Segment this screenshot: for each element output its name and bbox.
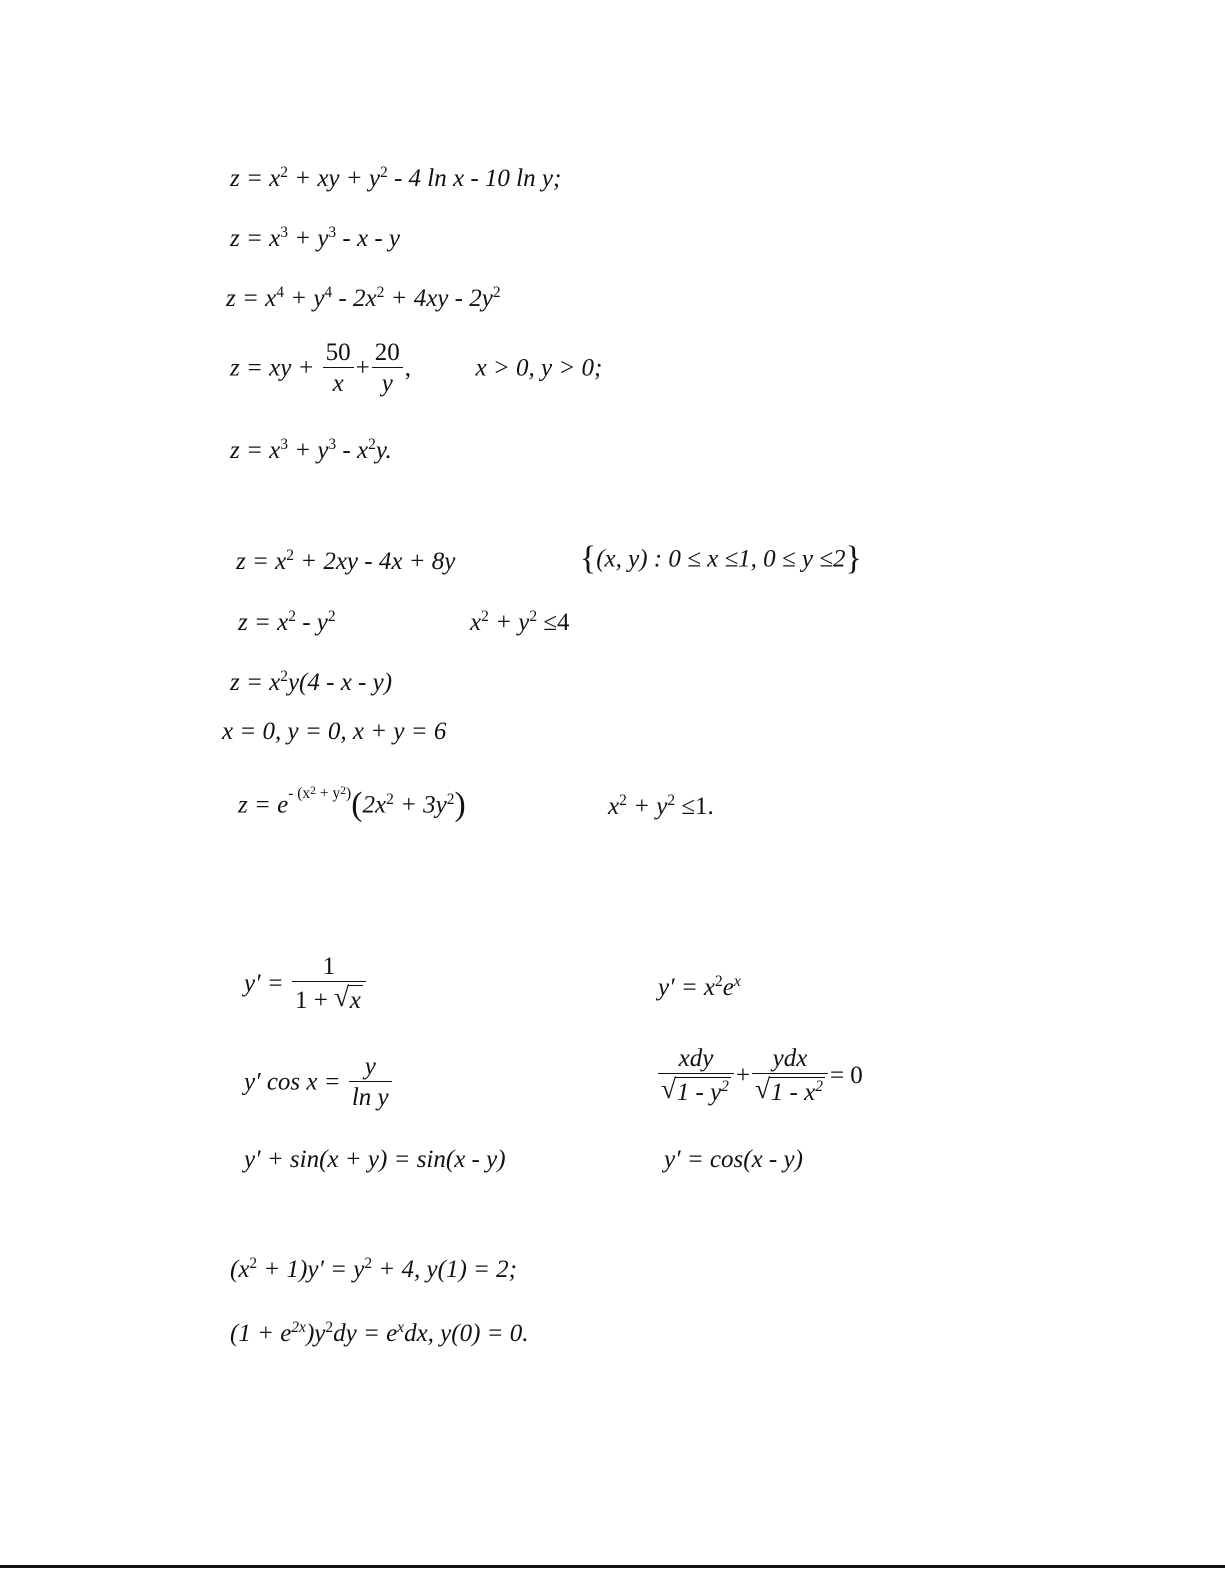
- diff-equation-1: y′ = $\frac{1}{1 + √ x}$: [244, 954, 368, 1013]
- fraction-50-over-x: $\frac{50}{x}$: [323, 340, 354, 396]
- equation-region-4: $z = e^{- (x^2 + y^2)}(2x^2 + 3y^2)$: [238, 784, 466, 823]
- sqrt-x: √ x: [334, 985, 363, 1013]
- equation-extremum-5: $z = x^3 + y^3 - x^2y$.: [230, 436, 392, 464]
- diff-equation-4: xdy √ $1 - y^2$ + ydx √ $1 - x^2$ = 0: [656, 1046, 863, 1105]
- region-set-rectangle: {(x, y) : 0 ≤ x ≤1, 0 ≤ y ≤2}: [580, 540, 862, 577]
- equation-extremum-2: $z = x^3 + y^3 - x - y$: [230, 224, 401, 252]
- equation-extremum-3: $z = x^4 + y^4 - 2x^2 + 4xy - 2y^2$: [226, 284, 501, 312]
- equation-region-3: $z = x^2y(4 - x - y)$: [230, 668, 393, 696]
- fraction-20-over-y: $\frac{20}{y}$: [372, 340, 403, 396]
- diff-equation-6: y′ = cos(x - y): [664, 1146, 803, 1173]
- exponent-gaussian: - (x2 + y2): [288, 784, 352, 803]
- equation-extremum-1: $z = x^2$ + xy + $y^2 - 4$ ln x - 10 ln y;: [230, 164, 562, 192]
- region-condition-disk-1: $x^2 + y^2 \le 1$.: [608, 792, 714, 820]
- region-triangle-bounds: x = 0, y = 0, x + y = 6: [222, 718, 447, 745]
- page-bottom-rule: [0, 1565, 1225, 1568]
- diff-equation-5: y′ + sin(x + y) = sin(x - y): [244, 1146, 506, 1173]
- region-condition-disk-4: $x^2 + y^2 \le 4$: [470, 608, 570, 636]
- cauchy-problem-1: $(x^2 + 1)y' = y^2 + 4$, y(1) = 2;: [230, 1255, 517, 1283]
- condition-positive: x > 0, y > 0;: [475, 354, 603, 382]
- diff-equation-3: y′ cos x = $\frac{y}{\text{ln y}}$: [244, 1054, 394, 1110]
- equation-region-2: $z = x^2 - y^2$: [238, 608, 336, 636]
- equation-extremum-4: z = xy + $\frac{50}{x}$ + $\frac{20}{y}$ , x > 0, y > 0;: [230, 339, 603, 397]
- equation-region-1: $z = x^2 + 2xy - 4x + 8y$: [236, 547, 456, 575]
- diff-equation-2: $y' = x^2e^x$: [658, 973, 741, 1001]
- cauchy-problem-2: $(1 + e^{2x})y^2dy = e^xdx$, y(0) = 0.: [230, 1319, 529, 1347]
